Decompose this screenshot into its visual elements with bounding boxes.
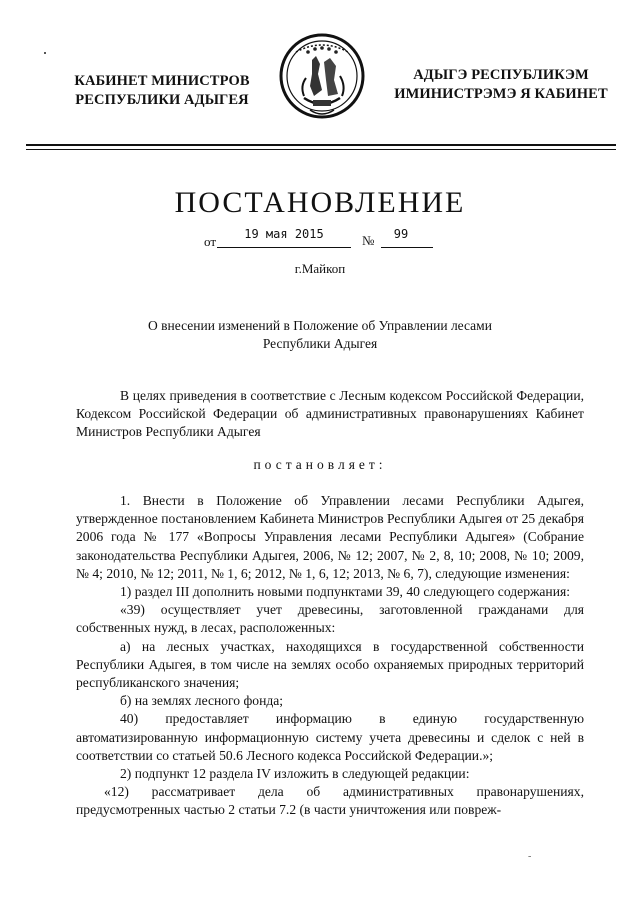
- intro-paragraph: [76, 387, 584, 442]
- header-rule-thin: [26, 149, 616, 150]
- number-underline: [381, 247, 433, 248]
- document-title: ПОСТАНОВЛЕНИЕ: [174, 186, 466, 219]
- subject: [100, 317, 540, 353]
- city: г.Майкоп: [294, 261, 346, 276]
- header-left-line2: РЕСПУБЛИКИ АДЫГЕЯ: [75, 92, 249, 108]
- intro-text: В целях приведения в соответствие с Лесным кодексом Российской Федерации, Кодексом Российской Федерации об административных правонарушениях Кабинет Министров Республики Адыгея: [76, 388, 584, 440]
- header-right-line1: АДЫГЭ РЕСПУБЛИКЭМ: [413, 67, 589, 83]
- scan-speck: [44, 52, 46, 54]
- subject-line2: Республики Адыгея: [262, 336, 378, 351]
- paragraph: 1. Внести в Положение об Управлении лесами Республики Адыгея, утвержденное постановлением Кабинета Министров Республики Адыгея от 25 декабря 2006 года № 177 «Вопросы Управления лесами Республики Адыгея» (Собрание законодательства Республики Адыгея, 2006, № 12; 2007, № 2, 8, 10; 2008, № 10; 2009, № 4; 2010, № 12; 2011, № 1, 6; 2012, № 1, 6, 12; 2013, № 6, 7), следующие изменения:: [76, 493, 584, 581]
- subject-line1: О внесении изменений в Положение об Управлении лесами: [148, 318, 492, 333]
- header-right: [378, 66, 624, 104]
- page-dash: -: [528, 851, 532, 862]
- header-rule-thick: [26, 144, 616, 146]
- paragraph: 40) предоставляет информацию в единую государственную автоматизированную информационную систему учета древесины и сделок с ней в соответствии со статьей 50.6 Лесного кодекса Российской Федерации.»;: [76, 711, 584, 763]
- main-text: [76, 492, 584, 820]
- number-sign: №: [362, 233, 375, 248]
- paragraph: 2) подпункт 12 раздела IV изложить в следующей редакции:: [120, 766, 470, 782]
- date-value: 19 мая 2015: [244, 227, 324, 241]
- header-right-line2: ИМИНИСТРЭМЭ Я КАБИНЕТ: [394, 86, 608, 102]
- paragraph: б) на землях лесного фонда;: [120, 693, 284, 709]
- paragraph: «12) рассматривает дела об административных правонарушениях, предусмотренных частью 2 статьи 7.2 (в части уничтожения или повреж-: [76, 784, 584, 818]
- paragraph: «39) осуществляет учет древесины, заготовленной гражданами для собственных нужд, в лесах, расположенных:: [76, 602, 584, 636]
- header-left: [62, 72, 262, 110]
- number-value: 99: [393, 227, 409, 241]
- coat-of-arms-emblem-icon: [276, 30, 368, 126]
- decree-word: постановляет:: [253, 457, 387, 472]
- date-prefix: от: [204, 234, 217, 249]
- date-underline: [217, 247, 351, 248]
- paragraph: а) на лесных участках, находящихся в государственной собственности Республики Адыгея, в том числе на землях особо охраняемых природных территорий республиканского значения;: [76, 638, 584, 691]
- header-left-line1: КАБИНЕТ МИНИСТРОВ: [74, 73, 250, 89]
- paragraph: 1) раздел III дополнить новыми подпунктами 39, 40 следующего содержания:: [120, 584, 570, 600]
